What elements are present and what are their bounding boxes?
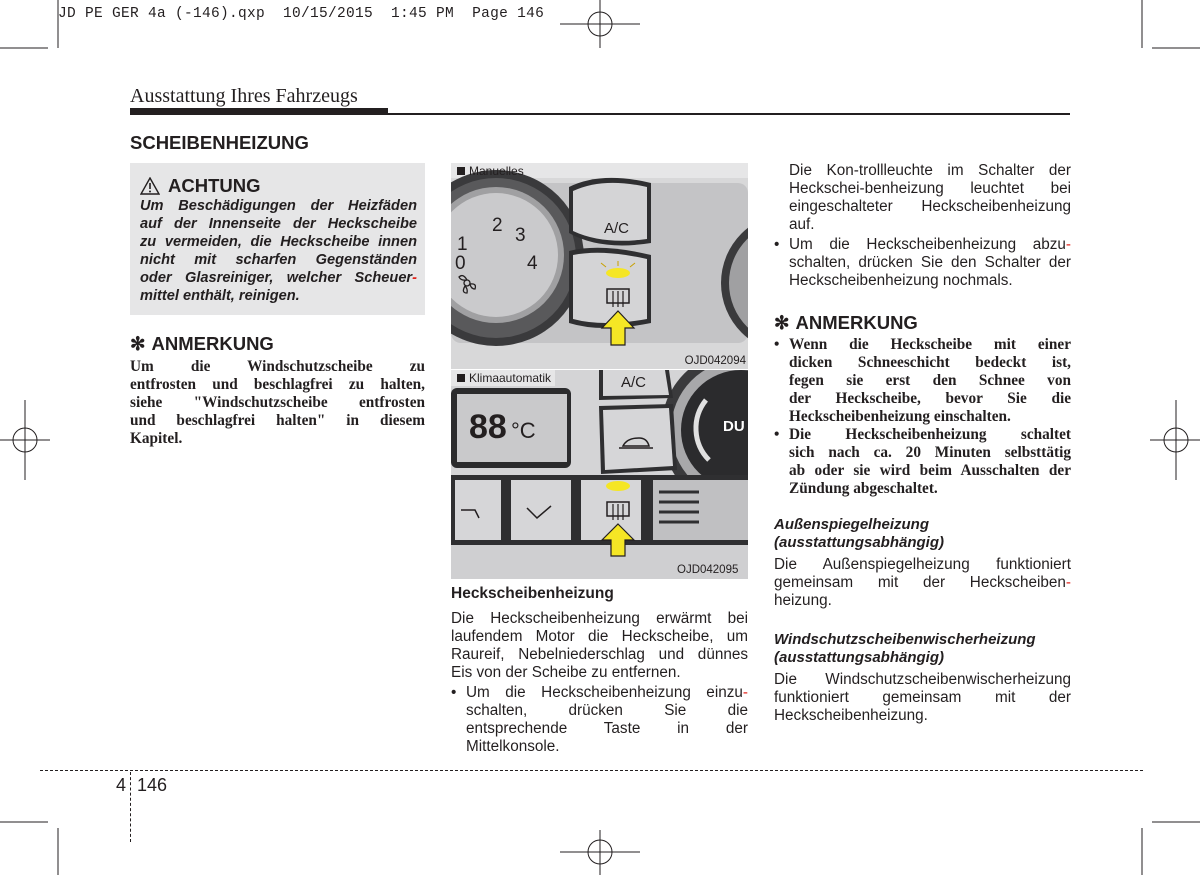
header-rule-accent bbox=[130, 108, 388, 115]
asterisk-icon: ✻ bbox=[130, 333, 146, 354]
text-line: dicken Schneeschicht bedeckt ist, bbox=[789, 354, 1071, 371]
text-line: Die Heckscheibenheizung erwärmt bei bbox=[451, 610, 748, 627]
bullet-icon: • bbox=[451, 684, 457, 701]
text-line: laufendem Motor die Heckscheibe, um bbox=[451, 628, 748, 645]
text-line: Die Außenspiegelheizung funktioniert bbox=[774, 556, 1071, 573]
text-line: eingeschalteter Heckscheibenheizung bbox=[789, 198, 1071, 215]
warning-line: mittel enthält, reinigen. bbox=[140, 288, 300, 304]
dial-number: 3 bbox=[515, 225, 526, 246]
footer-vertical-rule bbox=[130, 772, 131, 842]
mirror-heating-subtitle: (ausstattungsabhängig) bbox=[774, 534, 945, 551]
dial-number: 1 bbox=[457, 234, 468, 255]
indicator-text bbox=[789, 162, 1071, 234]
text-line: Zündung abgeschaltet. bbox=[789, 480, 938, 497]
warning-line: oder Glasreiniger, welcher Scheuer- bbox=[140, 270, 417, 286]
switch-off-bullet bbox=[774, 236, 1071, 290]
text-line: entsprechende Taste in der bbox=[466, 720, 748, 737]
rear-heating-title: Heckscheibenheizung bbox=[451, 585, 614, 602]
text-line: funktioniert gemeinsam mit der bbox=[774, 689, 1071, 706]
mirror-heating-heading bbox=[774, 516, 1071, 552]
ac-button-label: A/C bbox=[604, 220, 630, 237]
figure-caption bbox=[451, 370, 555, 386]
bullet-item bbox=[451, 684, 748, 756]
text-line: Die Heckscheibenheizung schaltet bbox=[789, 426, 1071, 443]
warning-line: nicht mit scharfen Gegenständen bbox=[140, 252, 417, 268]
text-line: Heckscheibenheizung einschalten. bbox=[789, 408, 1011, 425]
manual-climate-panel-illustration bbox=[451, 163, 748, 369]
text-line: ab oder sie wird beim Ausschalten der bbox=[789, 462, 1071, 479]
note-title-right: ANMERKUNG bbox=[795, 312, 918, 333]
wiper-heating-heading bbox=[774, 631, 1071, 667]
caption-square-icon bbox=[457, 374, 465, 382]
wiper-heating-subtitle: (ausstattungsabhängig) bbox=[774, 649, 945, 666]
registration-mark-bottom bbox=[560, 830, 640, 875]
temperature-display-digits: 88 bbox=[469, 408, 507, 446]
note-heading-right bbox=[774, 312, 918, 334]
text-line: heizung. bbox=[774, 592, 832, 609]
warning-line: auf der Innenseite der Heckscheibe bbox=[140, 216, 417, 232]
chapter-title: Ausstattung Ihres Fahrzeugs bbox=[130, 85, 358, 107]
warning-heading bbox=[140, 175, 261, 197]
dial-number: 0 bbox=[455, 253, 466, 274]
text-line: Um die Heckscheibenheizung abzu- bbox=[789, 236, 1071, 253]
wiper-heating-text bbox=[774, 671, 1071, 725]
note-line: und beschlagfrei halten" in diesem bbox=[130, 412, 425, 429]
figure-caption bbox=[457, 164, 524, 178]
bullet-icon: • bbox=[774, 426, 780, 443]
figure-caption-text: Manuelles bbox=[469, 164, 524, 178]
text-line: Heckschei-benheizung leuchtet bei bbox=[789, 180, 1071, 197]
note-line: siehe "Windschutzscheibe entfrosten bbox=[130, 394, 425, 411]
text-line: auf. bbox=[789, 216, 815, 233]
note-text-right bbox=[774, 336, 1071, 498]
text-line: der Heckscheibe, bevor Sie die bbox=[789, 390, 1071, 407]
dial-label: DU bbox=[723, 418, 745, 435]
rear-heating-text bbox=[451, 610, 748, 756]
text-line: schalten, drücken Sie den Schalter der bbox=[789, 254, 1071, 271]
text-line: gemeinsam mit der Heckscheiben- bbox=[774, 574, 1071, 591]
figure-caption-text: Klimaautomatik bbox=[469, 371, 552, 385]
temperature-display-unit: °C bbox=[511, 418, 536, 443]
text-line: Raureif, Nebelniederschlag und dünnes bbox=[451, 646, 748, 663]
text-line: Eis von der Scheibe zu entfernen. bbox=[451, 664, 681, 681]
text-line: sich nach ca. 20 Minuten selbsttätig bbox=[789, 444, 1071, 461]
warning-title: ACHTUNG bbox=[168, 175, 261, 196]
text-line: Heckscheibenheizung nochmals. bbox=[789, 272, 1013, 289]
note-line: entfrosten und beschlagfrei zu halten, bbox=[130, 376, 425, 393]
text-line: Wenn die Heckscheibe mit einer bbox=[789, 336, 1071, 353]
note-line: Kapitel. bbox=[130, 430, 183, 447]
figure-manual-climate bbox=[451, 163, 748, 369]
text-line: schalten, drücken Sie die bbox=[466, 702, 748, 719]
text-line: Die Windschutzscheibenwischerheizung bbox=[774, 671, 1071, 688]
registration-mark-right bbox=[1150, 400, 1200, 480]
warning-line: Um Beschädigungen der Heizfäden bbox=[140, 198, 417, 214]
text-line: Mittelkonsole. bbox=[466, 738, 560, 755]
note-line: Um die Windschutzscheibe zu bbox=[130, 358, 425, 375]
note-title-left: ANMERKUNG bbox=[151, 333, 274, 354]
print-slug: JD PE GER 4a (-146).qxp 10/15/2015 1:45 PM Page 146 bbox=[58, 6, 545, 22]
warning-line: zu vermeiden, die Heckscheibe innen bbox=[140, 234, 417, 250]
note-text-left bbox=[130, 358, 425, 448]
warning-text bbox=[140, 197, 417, 305]
page-number: 146 bbox=[137, 775, 168, 795]
note-heading-left bbox=[130, 333, 274, 355]
text-line: fegen sie erst den Schnee von bbox=[789, 372, 1071, 389]
dial-number: 4 bbox=[527, 253, 538, 274]
mirror-heating-title: Außenspiegelheizung bbox=[774, 516, 930, 533]
caption-square-icon bbox=[457, 167, 465, 175]
section-title: SCHEIBENHEIZUNG bbox=[130, 132, 309, 153]
figure-code: OJD042094 bbox=[684, 355, 746, 367]
page-chapter: 4 bbox=[116, 775, 127, 795]
dial-number: 2 bbox=[492, 215, 503, 236]
asterisk-icon: ✻ bbox=[774, 312, 790, 333]
bullet-icon: • bbox=[774, 336, 780, 353]
bullet-icon: • bbox=[774, 236, 780, 253]
registration-mark-top bbox=[560, 0, 640, 48]
text-line: Heckscheibenheizung. bbox=[774, 707, 928, 724]
wiper-heating-title: Windschutzscheibenwischerheizung bbox=[774, 631, 1036, 648]
mirror-heating-text bbox=[774, 556, 1071, 610]
figure-auto-climate bbox=[451, 370, 748, 579]
ac-button-label: A/C bbox=[621, 374, 647, 391]
text-line: Die Kon-trollleuchte im Schalter der bbox=[789, 162, 1071, 179]
auto-climate-panel-illustration bbox=[451, 370, 748, 579]
text-line: Um die Heckscheibenheizung einzu- bbox=[466, 684, 748, 701]
footer-dashed-rule bbox=[40, 770, 1143, 771]
figure-code: OJD042095 bbox=[677, 564, 739, 576]
warning-triangle-icon bbox=[140, 177, 160, 195]
registration-mark-left bbox=[0, 400, 50, 480]
